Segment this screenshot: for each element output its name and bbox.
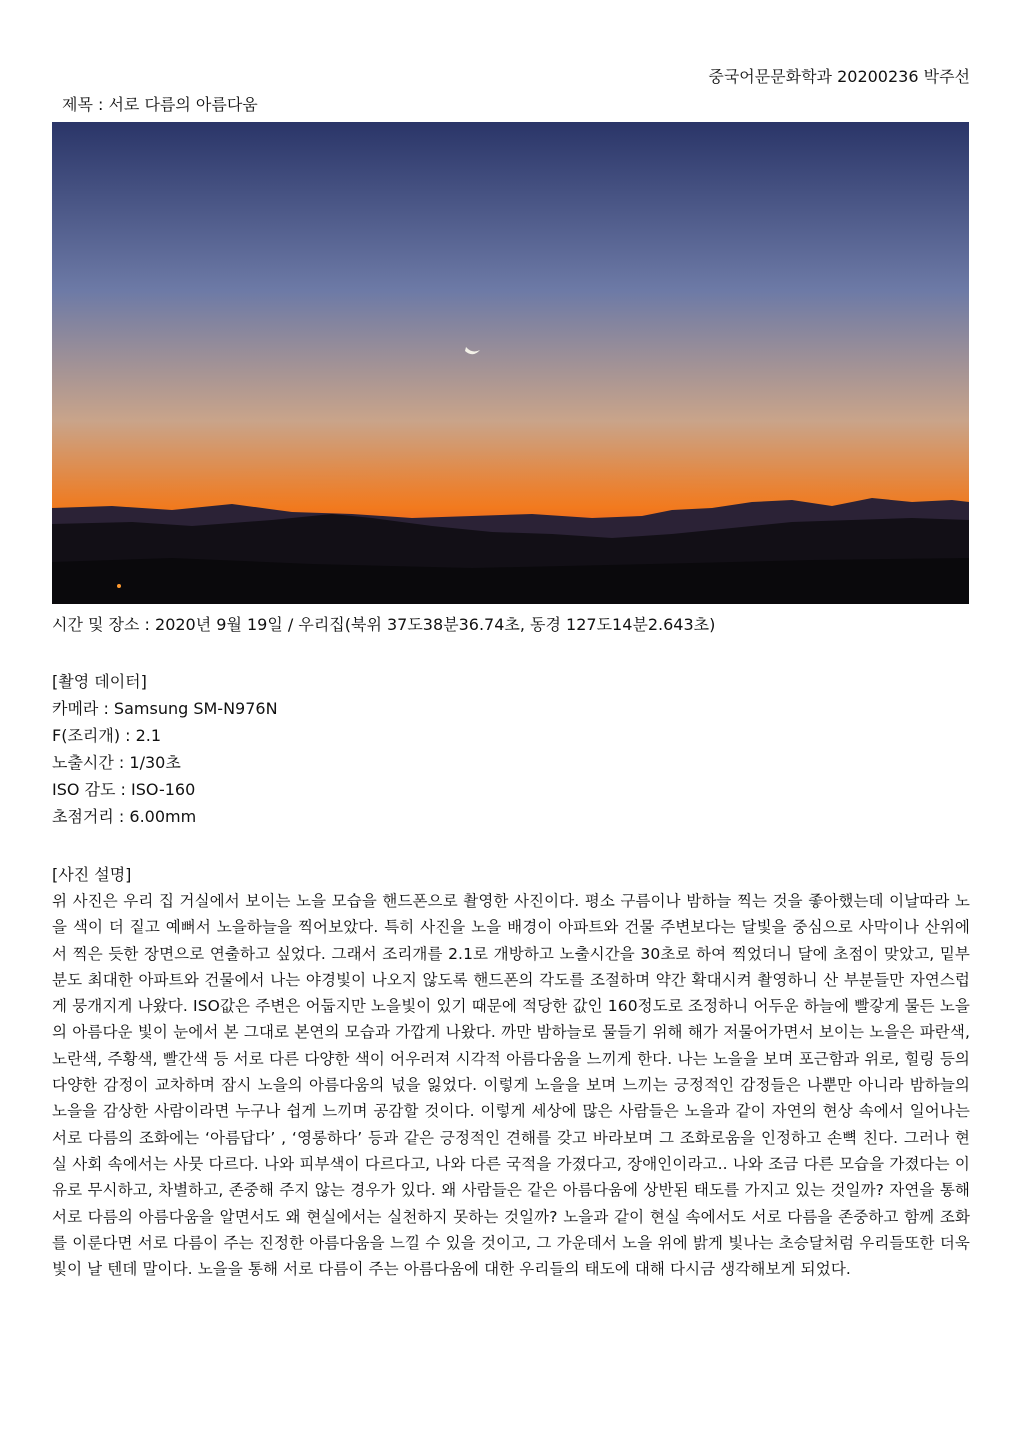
shooting-data-heading: [촬영 데이터] xyxy=(52,672,147,691)
shooting-data-section xyxy=(52,668,969,830)
description-body: 위 사진은 우리 집 거실에서 보이는 노을 모습을 핸드폰으로 촬영한 사진이다. 평소 구름이나 밤하늘 찍는 것을 좋아했는데 이날따라 노을 색이 더 짙고 예뻐서 노을하늘을 찍어보았다. 특히 사진을 노을 배경이 아파트와 건물 주변보다는 달빛을 중심으로 사막이나 산위에서 찍은 듯한 장면으로 연출하고 싶었다. 그래서 조리개를 2.1로 개방하고 노출시간을 30초로 하여 찍었더니 달에 초점이 맞았고, 밑부분도 최대한 아파트와 건물에서 나는 야경빛이 나오지 않도록 핸드폰의 각도를 조절하며 약간 확대시켜 촬영하니 산 부분들만 자연스럽게 뭉개지게 나왔다. ISO값은 주변은 어둡지만 노을빛이 있기 때문에 적당한 값인 160정도로 조정하니 어두운 하늘에 빨갛게 물든 노을의 아름다운 빛이 눈에서 본 그대로 본연의 모습과 가깝게 나왔다. 까만 밤하늘로 물들기 위해 해가 저물어가면서 보이는 노을은 파란색, 노란색, 주황색, 빨간색 등 서로 다른 다양한 색이 어우러져 시각적 아름다움을 느끼게 한다. 나는 노을을 보며 포근함과 위로, 힐링 등의 다양한 감정이 교차하며 잠시 노을의 아름다움의 넋을 잃었다. 이렇게 노을을 보며 느끼는 긍정적인 감정들은 나뿐만 아니라 밤하늘의 노을을 감상한 사람이라면 누구나 쉽게 느끼며 공감할 것이다. 이렇게 세상에 많은 사람들은 노을과 같이 자연의 현상 속에서 일어나는 서로 다름의 조화에는 ‘아름답다’ , ‘영롱하다’ 등과 같은 긍정적인 견해를 갖고 바라보며 그 조화로움을 인정하고 손뼉 친다. 그러나 현실 사회 속에서는 사뭇 다르다. 나와 피부색이 다르다고, 나와 다른 국적을 가졌다고, 장애인이라고.. 나와 조금 다른 모습을 가졌다는 이유로 무시하고, 차별하고, 존중해 주지 않는 경우가 있다. 왜 사람들은 같은 아름다움에 상반된 태도를 가지고 있는 것일까? 자연을 통해 서로 다름의 아름다움을 알면서도 왜 현실에서는 실천하지 못하는 것일까? 노을과 같이 현실 속에서도 서로 다름을 존중하고 함께 조화를 이룬다면 서로 다름이 주는 진정한 아름다움을 느낄 수 있을 것이고, 그 가운데서 노을 위에 밝게 빛나는 초승달처럼 우리들또한 더욱 빛이 날 텐데 말이다. 노을을 통해 서로 다름이 주는 아름다움에 대한 우리들의 태도에 대해 다시금 생각해보게 되었다. xyxy=(52,892,970,1279)
shooting-data-exposure: 노출시간 : 1/30초 xyxy=(52,753,181,772)
photo-caption: 시간 및 장소 : 2020년 9월 19일 / 우리집(북위 37도38분36.74초, 동경 127도14분2.643초) xyxy=(52,615,716,634)
sunset-photo-drawing xyxy=(52,122,969,604)
distant-light xyxy=(117,584,121,588)
shooting-data-aperture: F(조리개) : 2.1 xyxy=(52,726,162,745)
document-title: 제목 : 서로 다름의 아름다움 xyxy=(62,95,258,114)
shooting-data-camera: 카메라 : Samsung SM-N976N xyxy=(52,699,278,718)
shooting-data-iso: ISO 감도 : ISO-160 xyxy=(52,780,196,799)
sunset-photo xyxy=(52,122,969,604)
author-line: 중국어문문화학과 20200236 박주선 xyxy=(708,67,970,86)
shooting-data-focal-length: 초점거리 : 6.00mm xyxy=(52,807,197,826)
description-heading: [사진 설명] xyxy=(52,865,132,884)
